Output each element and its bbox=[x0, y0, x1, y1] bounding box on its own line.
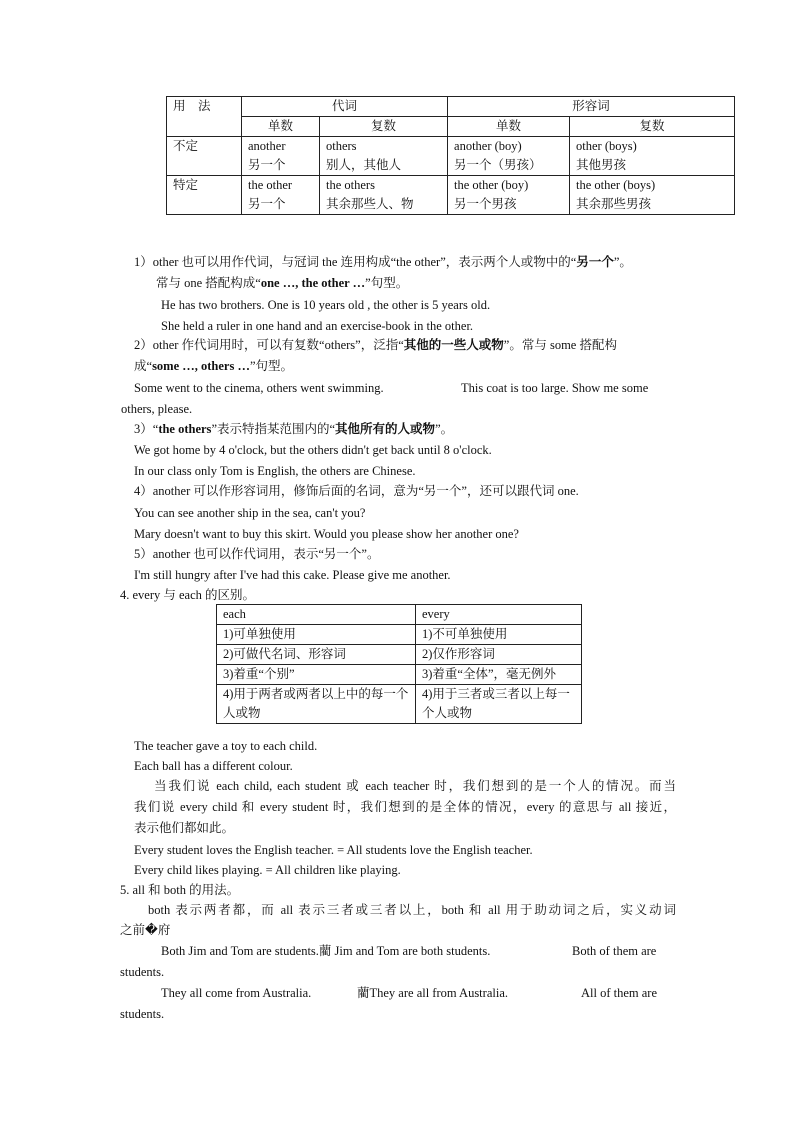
table-row bbox=[217, 665, 582, 685]
cell-zh: 另一个 bbox=[248, 158, 286, 172]
table-row bbox=[167, 137, 735, 176]
explanation-line: 当我们说 each child, each student 或 each teacher 时，我们想到的是一个人的情况。而当 bbox=[154, 779, 676, 793]
every-cell: 2)仅作形容词 bbox=[416, 645, 582, 665]
table-row bbox=[217, 645, 582, 665]
header-pronoun: 代词 bbox=[242, 97, 448, 117]
row-label: 特定 bbox=[167, 176, 242, 215]
point-1-line-1 bbox=[134, 254, 632, 270]
table-row bbox=[167, 176, 735, 215]
example-sentence: This coat is too large. Show me some bbox=[461, 381, 649, 395]
example-sentence: others, please. bbox=[121, 402, 193, 416]
cell-en: the other (boy) bbox=[454, 178, 529, 192]
cell-en: another bbox=[248, 139, 286, 153]
text: 常与 one 搭配构成“ bbox=[156, 276, 261, 290]
cell-zh: 另一个 bbox=[248, 197, 286, 211]
cell-zh: 另一个男孩 bbox=[454, 197, 517, 211]
example-sentence: He has two brothers. One is 10 years old , the other is 5 years old. bbox=[161, 298, 491, 312]
table-row bbox=[217, 625, 582, 645]
subheader-cell: 单数 bbox=[242, 117, 320, 137]
example-sentence: Some went to the cinema, others went swimming. bbox=[134, 381, 384, 395]
text: ”。 bbox=[613, 255, 632, 269]
example-sentence: She held a ruler in one hand and an exercise-book in the other. bbox=[161, 319, 474, 333]
explanation-line: 我们说 every child 和 every student 时，我们想到的是全体的情况，every 的意思与 all 接近， bbox=[134, 800, 676, 814]
cell-en: other (boys) bbox=[576, 139, 637, 153]
point-4-line-1: 4）another 可以作形容词用，修饰后面的名词，意为“另一个”，还可以跟代词 one. bbox=[134, 484, 579, 498]
table-row bbox=[217, 685, 582, 724]
cell-en: the others bbox=[326, 178, 375, 192]
each-every-table bbox=[216, 604, 582, 724]
emphasis: one …, the other … bbox=[260, 276, 366, 290]
cell-zh: 其余那些男孩 bbox=[576, 197, 652, 211]
table-cell bbox=[448, 137, 570, 176]
table-subheader-row bbox=[167, 117, 735, 137]
example-sentence: Every child likes playing. = All children like playing. bbox=[134, 863, 401, 877]
cell-zh: 其他男孩 bbox=[576, 158, 627, 172]
header-adjective: 形容词 bbox=[448, 97, 735, 117]
example-sentence: Every student loves the English teacher. = All students love the English teacher. bbox=[134, 843, 533, 857]
table-cell bbox=[448, 176, 570, 215]
header-each: each bbox=[217, 605, 416, 625]
every-cell: 3)着重“全体”，毫无例外 bbox=[416, 665, 582, 685]
section-4-heading: 4. every 与 each 的区别。 bbox=[120, 588, 256, 602]
example-sentence: 藺They are all from Australia. bbox=[357, 986, 508, 1000]
example-sentence: In our class only Tom is English, the others are Chinese. bbox=[134, 464, 416, 478]
text: 3）“ bbox=[134, 422, 159, 436]
cell-en: the other (boys) bbox=[576, 178, 656, 192]
example-sentence: students. bbox=[120, 965, 165, 979]
example-sentence: Both of them are bbox=[572, 944, 657, 958]
cell-zh: 其余那些人、物 bbox=[326, 197, 414, 211]
text: 2）other 作代词用时，可以有复数“others”，泛指“ bbox=[134, 338, 404, 352]
every-cell: 4)用于三者或三者以上每一个人或物 bbox=[416, 685, 582, 724]
subheader-cell: 单数 bbox=[448, 117, 570, 137]
text: ”。常与 some 搭配构 bbox=[503, 338, 617, 352]
each-cell: 1)可单独使用 bbox=[217, 625, 416, 645]
table-header-row bbox=[217, 605, 582, 625]
example-sentence: The teacher gave a toy to each child. bbox=[134, 739, 318, 753]
example-sentence: Mary doesn't want to buy this skirt. Would you please show her another one? bbox=[134, 527, 519, 541]
explanation-line: 表示他们都如此。 bbox=[134, 821, 235, 835]
example-sentence: You can see another ship in the sea, can't you? bbox=[134, 506, 366, 520]
cell-en: others bbox=[326, 139, 357, 153]
text: ”句型。 bbox=[365, 276, 409, 290]
point-5-line-1: 5）another 也可以作代词用，表示“另一个”。 bbox=[134, 547, 380, 561]
example-sentence: They all come from Australia. bbox=[161, 986, 312, 1000]
example-sentence: Both Jim and Tom are students.藺 Jim and Tom are both students. bbox=[161, 944, 491, 958]
emphasis: 另一个 bbox=[576, 255, 614, 269]
table-cell bbox=[242, 176, 320, 215]
emphasis: 其他所有的人或物 bbox=[335, 422, 436, 436]
example-sentence: students. bbox=[120, 1007, 165, 1021]
table-cell bbox=[320, 176, 448, 215]
text: ”表示特指某范围内的“ bbox=[211, 422, 336, 436]
table-header-row bbox=[167, 97, 735, 117]
text: 成“ bbox=[134, 359, 153, 373]
text: ”句型。 bbox=[249, 359, 294, 373]
point-2-line-1 bbox=[134, 337, 617, 353]
example-sentence: We got home by 4 o'clock, but the others didn't get back until 8 o'clock. bbox=[134, 443, 492, 457]
point-1-line-2 bbox=[156, 275, 408, 291]
emphasis: the others bbox=[158, 422, 212, 436]
each-cell: 2)可做代名词、形容词 bbox=[217, 645, 416, 665]
table-cell bbox=[320, 137, 448, 176]
cell-en: another (boy) bbox=[454, 139, 522, 153]
row-label: 不定 bbox=[167, 137, 242, 176]
each-cell: 4)用于两者或两者以上中的每一个人或物 bbox=[217, 685, 416, 724]
point-3-line-1 bbox=[134, 421, 453, 437]
emphasis: 其他的一些人或物 bbox=[403, 338, 504, 352]
subheader-cell: 复数 bbox=[570, 117, 735, 137]
subheader-cell: 复数 bbox=[320, 117, 448, 137]
table-cell bbox=[242, 137, 320, 176]
header-every: every bbox=[416, 605, 582, 625]
cell-zh: 别人，其他人 bbox=[326, 158, 402, 172]
each-cell: 3)着重“个别” bbox=[217, 665, 416, 685]
header-usage: 用 法 bbox=[167, 97, 242, 137]
point-2-line-2 bbox=[134, 358, 293, 374]
explanation-line: both 表示两者都，而 all 表示三者或三者以上，both 和 all 用于助动词之后，实义动词 bbox=[148, 903, 676, 917]
cell-en: the other bbox=[248, 178, 293, 192]
example-sentence: I'm still hungry after I've had this cake. Please give me another. bbox=[134, 568, 451, 582]
every-cell: 1)不可单独使用 bbox=[416, 625, 582, 645]
example-sentence: Each ball has a different colour. bbox=[134, 759, 293, 773]
text: 1）other 也可以用作代词，与冠词 the 连用构成“the other”，表示两个人或物中的“ bbox=[134, 255, 577, 269]
section-5-heading: 5. all 和 both 的用法。 bbox=[120, 883, 240, 897]
emphasis: some …, others … bbox=[152, 359, 250, 373]
explanation-line: 之前�府 bbox=[120, 923, 171, 937]
table-cell bbox=[570, 176, 735, 215]
cell-zh: 另一个（男孩） bbox=[454, 158, 542, 172]
example-sentence: All of them are bbox=[581, 986, 658, 1000]
table-cell bbox=[570, 137, 735, 176]
text: ”。 bbox=[435, 422, 454, 436]
usage-table bbox=[166, 96, 735, 215]
